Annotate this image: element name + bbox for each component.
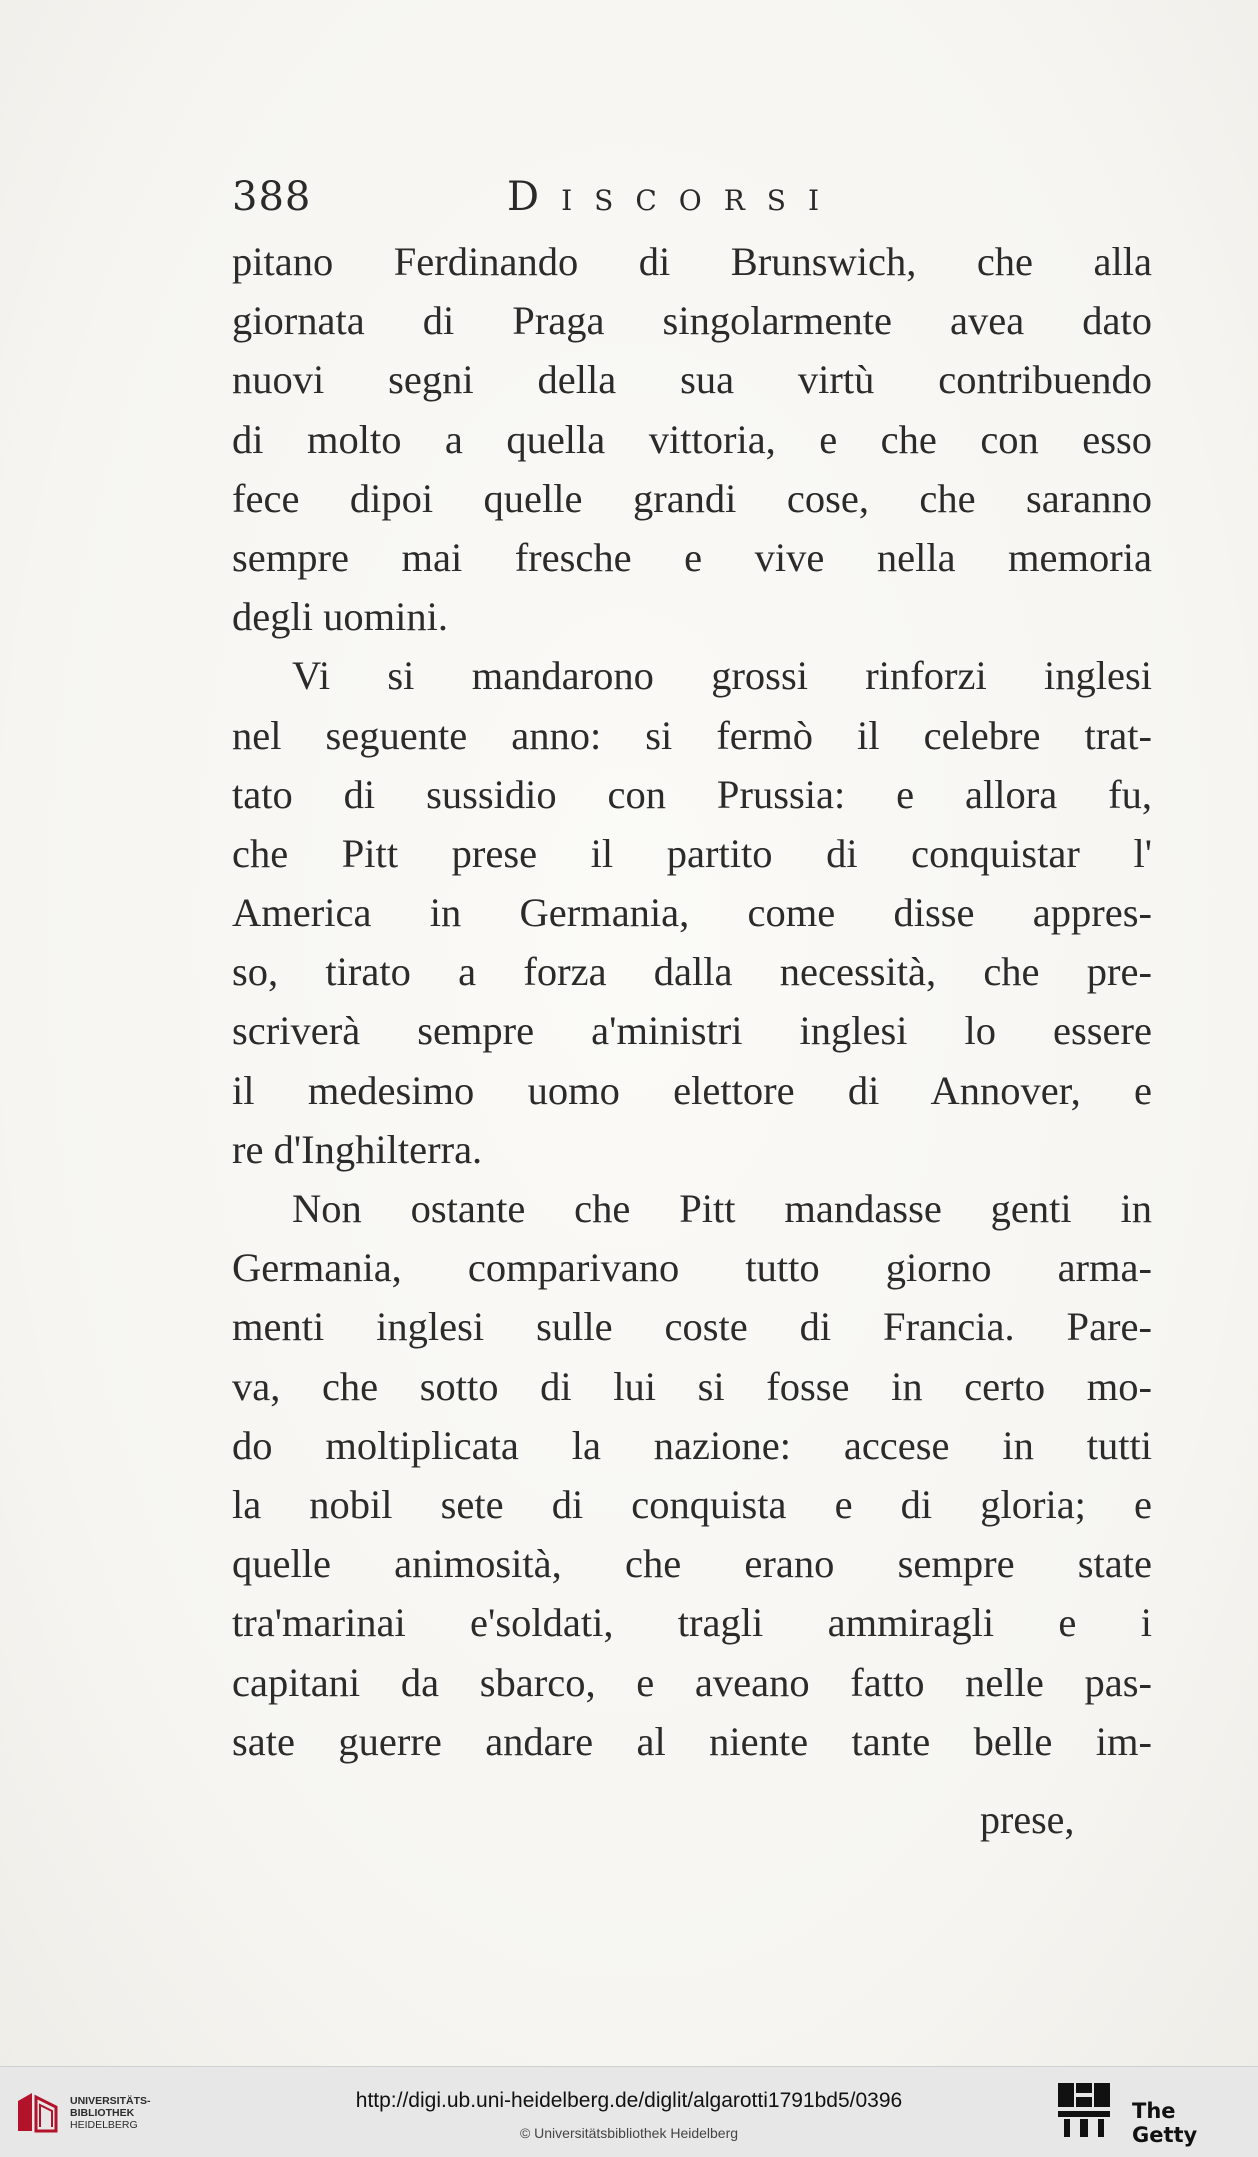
copyright-notice: © Universitätsbibliothek Heidelberg	[519, 2125, 739, 2141]
text-line: Non ostante che Pitt mandasse genti in	[292, 1186, 1152, 1231]
text-line: Germania, comparivano tutto giorno arma-	[232, 1245, 1152, 1291]
text-line: giornata di Praga singolarmente avea dato	[232, 298, 1152, 344]
text-line: nel seguente anno: si fermò il celebre trat-	[232, 712, 1152, 758]
text-line: sempre mai fresche e vive nella memoria	[232, 534, 1152, 580]
text-line: di molto a quella vittoria, e che con esso	[232, 416, 1152, 462]
text-line: nuovi segni della sua virtù contribuendo	[232, 357, 1152, 403]
text-line: che Pitt prese il partito di conquistar l'	[232, 830, 1152, 876]
text-line: tra'marinai e'soldati, tragli ammiragli e i	[232, 1600, 1152, 1646]
text-line: re d'Inghilterra.	[232, 1126, 483, 1172]
partner-name: The Getty	[1132, 2099, 1198, 2147]
page-number: 388	[232, 174, 312, 220]
text-line: capitani da sbarco, e aveano fatto nelle pas-	[232, 1659, 1152, 1705]
page-header	[232, 174, 1132, 234]
institution-line: HEIDELBERG	[70, 2119, 138, 2131]
text-line: degli uomini.	[232, 594, 448, 640]
viewer-footer	[0, 2066, 1258, 2157]
running-head: Discorsi	[507, 174, 842, 220]
text-line: va, che sotto di lui si fosse in certo mo-	[232, 1363, 1152, 1409]
text-line: so, tirato a forza dalla necessità, che pre-	[232, 949, 1152, 995]
institution-line: UNIVERSITÄTS-	[70, 2095, 151, 2107]
catchword: prese,	[980, 1797, 1075, 1842]
text-line: tato di sussidio con Prussia: e allora fu,	[232, 771, 1152, 817]
permalink-url[interactable]: http://digi.ub.uni-heidelberg.de/diglit/algarotti1791bd5/0396	[355, 2089, 903, 2112]
text-line: Vi si mandarono grossi rinforzi inglesi	[292, 653, 1152, 699]
getty-mark-icon	[1058, 2083, 1110, 2139]
text-line: scriverà sempre a'ministri inglesi lo essere	[232, 1008, 1152, 1054]
body-text	[232, 232, 1152, 1771]
text-line: do moltiplicata la nazione: accese in tutti	[232, 1422, 1152, 1468]
institution-line: BIBLIOTHEK	[70, 2107, 135, 2119]
text-line: fece dipoi quelle grandi cose, che saranno	[232, 475, 1152, 521]
text-line: la nobil sete di conquista e di gloria; e	[232, 1481, 1152, 1527]
text-line: quelle animosità, che erano sempre state	[232, 1541, 1152, 1587]
text-line: sate guerre andare al niente tante belle im-	[232, 1718, 1152, 1764]
text-line: pitano Ferdinando di Brunswich, che alla	[232, 239, 1152, 284]
text-line: menti inglesi sulle coste di Francia. Pare-	[232, 1304, 1152, 1350]
getty-logo[interactable]	[1058, 2081, 1248, 2147]
text-line: America in Germania, come disse appres-	[232, 890, 1152, 936]
text-line: il medesimo uomo elettore di Annover, e	[232, 1067, 1152, 1113]
